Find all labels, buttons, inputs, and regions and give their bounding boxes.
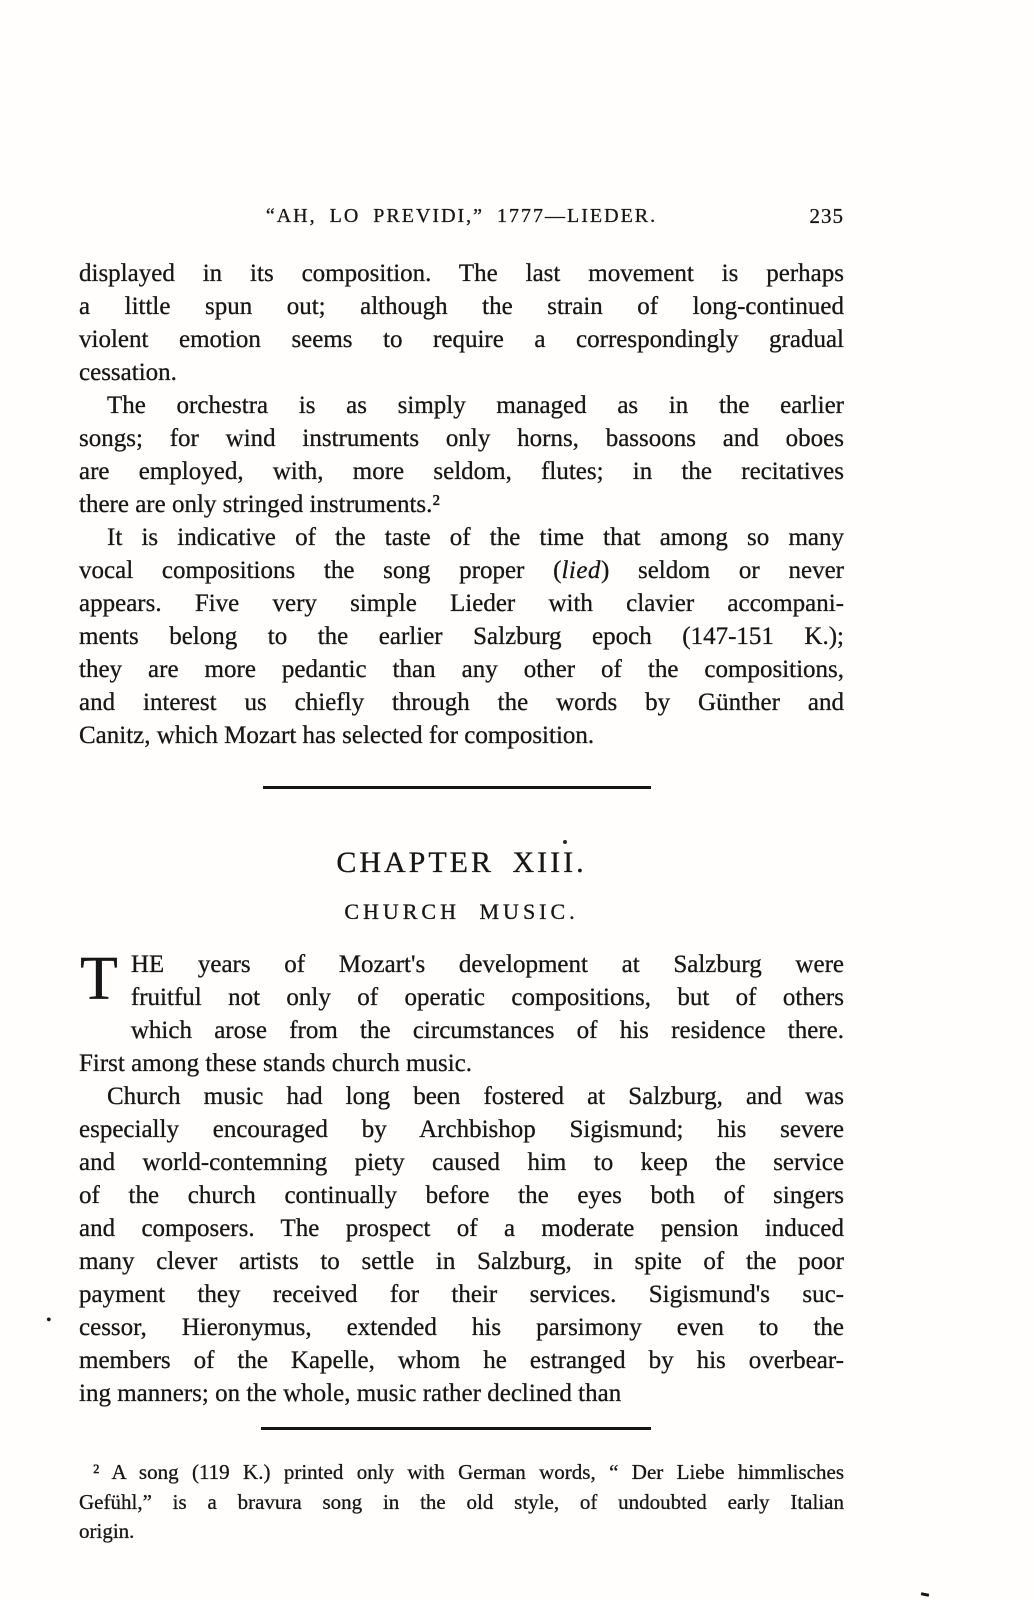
- text-line: displayed in its composition. The last movement is perhaps: [79, 260, 844, 287]
- paragraph: [79, 521, 844, 752]
- paragraph: [79, 1458, 844, 1547]
- text-line: appears. Five very simple Lieder with clavier accompani-: [79, 590, 844, 617]
- paragraph: [79, 945, 844, 1080]
- text-line: cessor, Hieronymus, extended his parsimony even to the: [79, 1314, 844, 1341]
- text-line: First among these stands church music.: [79, 1050, 472, 1077]
- body-text-section: [79, 257, 844, 752]
- paragraph: [79, 1080, 844, 1410]
- text-line: especially encouraged by Archbishop Sigismund; his severe: [79, 1116, 844, 1143]
- text-line: which arose from the circumstances of his residence there.: [130, 1017, 844, 1044]
- text-line: members of the Kapelle, whom he estranged by his overbear-: [79, 1347, 844, 1374]
- text-line: Church music had long been fostered at Salzburg, and was: [107, 1083, 844, 1110]
- text-line: The orchestra is as simply managed as in the earlier: [107, 392, 844, 419]
- text-line: of the church continually before the eyes both of singers: [79, 1182, 844, 1209]
- running-head: [79, 205, 844, 231]
- paragraph: [79, 257, 844, 389]
- paragraph: [79, 389, 844, 521]
- chapter-subtitle: CHURCH MUSIC.: [344, 899, 579, 924]
- text-line: It is indicative of the taste of the time that among so many: [107, 524, 844, 551]
- chapter-text-section: [79, 945, 844, 1410]
- footnote-rule: [261, 1427, 651, 1430]
- text-line: cessation.: [79, 359, 177, 386]
- text-line: Canitz, which Mozart has selected for composition.: [79, 722, 595, 749]
- text-line: HE years of Mozart's development at Salzburg were: [130, 951, 844, 978]
- text-line: and world-contemning piety caused him to keep the service: [79, 1149, 844, 1176]
- text-line: vocal compositions the song proper (lied) seldom or never: [79, 557, 844, 584]
- running-head-title: “AH, LO PREVIDI,” 1777—LIEDER.: [265, 205, 658, 227]
- text-line: many clever artists to settle in Salzburg, in spite of the poor: [79, 1248, 844, 1275]
- chapter-divider-rule: [263, 786, 651, 789]
- text-column: [79, 205, 844, 1547]
- text-line: origin.: [79, 1519, 135, 1543]
- text-line: ing manners; on the whole, music rather declined than: [79, 1380, 622, 1407]
- print-speck: [921, 1592, 929, 1597]
- text-line: Gefühl,” is a bravura song in the old style, of undoubted early Italian: [79, 1489, 844, 1514]
- chapter-title: CHAPTER XIII.: [336, 846, 587, 879]
- drop-cap-letter: T: [80, 945, 118, 1013]
- text-line: violent emotion seems to require a correspondingly gradual: [79, 326, 844, 353]
- text-line: a little spun out; although the strain of long-continued: [79, 293, 844, 320]
- text-line: songs; for wind instruments only horns, bassoons and oboes: [79, 425, 844, 452]
- text-line: they are more pedantic than any other of the compositions,: [79, 656, 844, 683]
- print-speck: [563, 840, 567, 844]
- text-line: fruitful not only of operatic compositions, but of others: [130, 984, 844, 1011]
- text-line: ² A song (119 K.) printed only with German words, “ Der Liebe himmlisches: [93, 1460, 844, 1484]
- footnote-section: [79, 1458, 844, 1547]
- text-line: ments belong to the earlier Salzburg epoch (147-151 K.);: [79, 623, 844, 650]
- text-line: and composers. The prospect of a moderate pension induced: [79, 1215, 844, 1242]
- page-number: 235: [809, 204, 844, 228]
- text-line: and interest us chiefly through the words by Günther and: [79, 689, 844, 716]
- text-line: payment they received for their services. Sigismund's suc-: [79, 1281, 844, 1308]
- text-line: there are only stringed instruments.²: [79, 491, 440, 518]
- text-line: are employed, with, more seldom, flutes; in the recitatives: [79, 458, 844, 485]
- margin-bullet-mark: •: [46, 1312, 52, 1329]
